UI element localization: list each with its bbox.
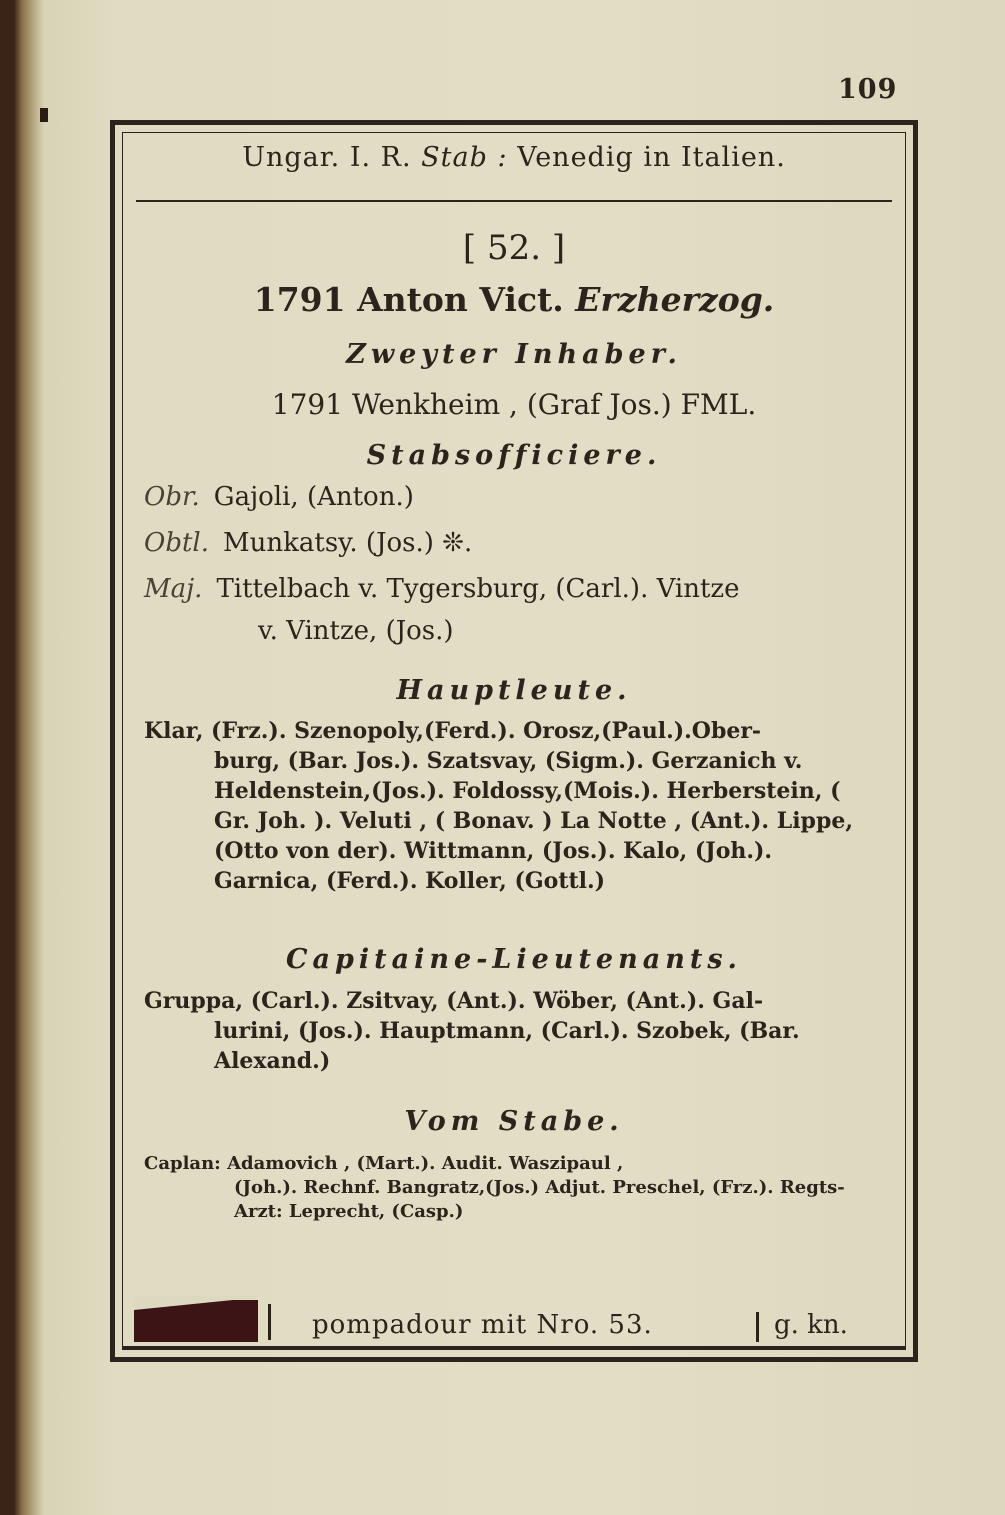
staff-rank: Obr. xyxy=(144,482,200,512)
section-staff-officers: Stabsofficiere. xyxy=(366,440,662,471)
capt-lt-rest: lurini, (Jos.). Hauptmann, (Carl.). Szobek, (Bar. Alexand.) xyxy=(214,1018,800,1074)
captains-rest: burg, (Bar. Jos.). Szatsvay, (Sigm.). Gerzanich v. Heldenstein,(Jos.). Foldossy,(Mois.). Herberstein, ( Gr. Joh. ). Veluti , ( Bonav. ) La Notte , (Ant.). Lippe, (Otto von der). Wittmann, (Jos.). Kalo, (Joh.). Garnica, (Ferd.). Koller, (Gottl.) xyxy=(214,748,853,894)
owner-name: 1791 Anton Vict. xyxy=(253,280,564,319)
page-number: 109 xyxy=(838,74,898,105)
vom-stabe-list xyxy=(144,1152,882,1224)
section-capt-lieutenants: Capitaine-Lieutenants. xyxy=(286,944,742,975)
footer-buttons: g. kn. xyxy=(774,1310,848,1340)
staff-name: Tittelbach v. Tygersburg, (Carl.). Vintze xyxy=(216,574,740,604)
footer-divider xyxy=(122,1346,906,1349)
book-spine xyxy=(0,0,44,1515)
stab-location: Venedig in Italien. xyxy=(517,142,786,173)
captains-list xyxy=(144,716,882,896)
staff-entry xyxy=(144,574,894,604)
vom-stabe-rest: (Joh.). Rechnf. Bangratz,(Jos.) Adjut. Preschel, (Frz.). Regts-Arzt: Leprecht, (Casp.) xyxy=(234,1177,845,1222)
staff-name: Gajoli, (Anton.) xyxy=(213,482,414,512)
regiment-header xyxy=(122,142,906,173)
captains-first-line: Klar, (Frz.). Szenopoly,(Ferd.). Orosz,(Paul.).Ober- xyxy=(144,718,762,744)
stab-label: Stab : xyxy=(421,142,508,173)
capt-lieutenants-list xyxy=(144,986,882,1076)
spine-mark xyxy=(40,108,48,122)
regiment-type: Ungar. I. R. xyxy=(242,142,412,173)
footer-separator xyxy=(268,1304,271,1340)
second-owner-entry: 1791 Wenkheim , (Graf Jos.) FML. xyxy=(271,388,757,421)
section-captains: Hauptleute. xyxy=(396,675,632,706)
capt-lt-first-line: Gruppa, (Carl.). Zsitvay, (Ant.). Wöber, (Ant.). Gal- xyxy=(144,988,764,1014)
section-vom-stabe: Vom Stabe. xyxy=(404,1106,624,1137)
owner-title: Erzherzog. xyxy=(575,280,775,319)
staff-continuation: v. Vintze, (Jos.) xyxy=(258,616,454,646)
regiment-owner xyxy=(122,280,906,319)
header-divider xyxy=(136,200,892,202)
footer-separator xyxy=(756,1312,759,1342)
vom-stabe-first-line: Caplan: Adamovich , (Mart.). Audit. Waszipaul , xyxy=(144,1153,624,1174)
staff-entry xyxy=(144,482,894,512)
staff-entry xyxy=(144,528,894,558)
regiment-number: [ 52. ] xyxy=(462,228,566,268)
staff-rank: Obtl. xyxy=(144,528,209,558)
staff-name: Munkatsy. (Jos.) ❊. xyxy=(223,528,473,558)
staff-rank: Maj. xyxy=(144,574,203,604)
section-second-owner: Zweyter Inhaber. xyxy=(346,339,682,370)
footer-facings: pompadour mit Nro. 53. xyxy=(312,1310,653,1340)
